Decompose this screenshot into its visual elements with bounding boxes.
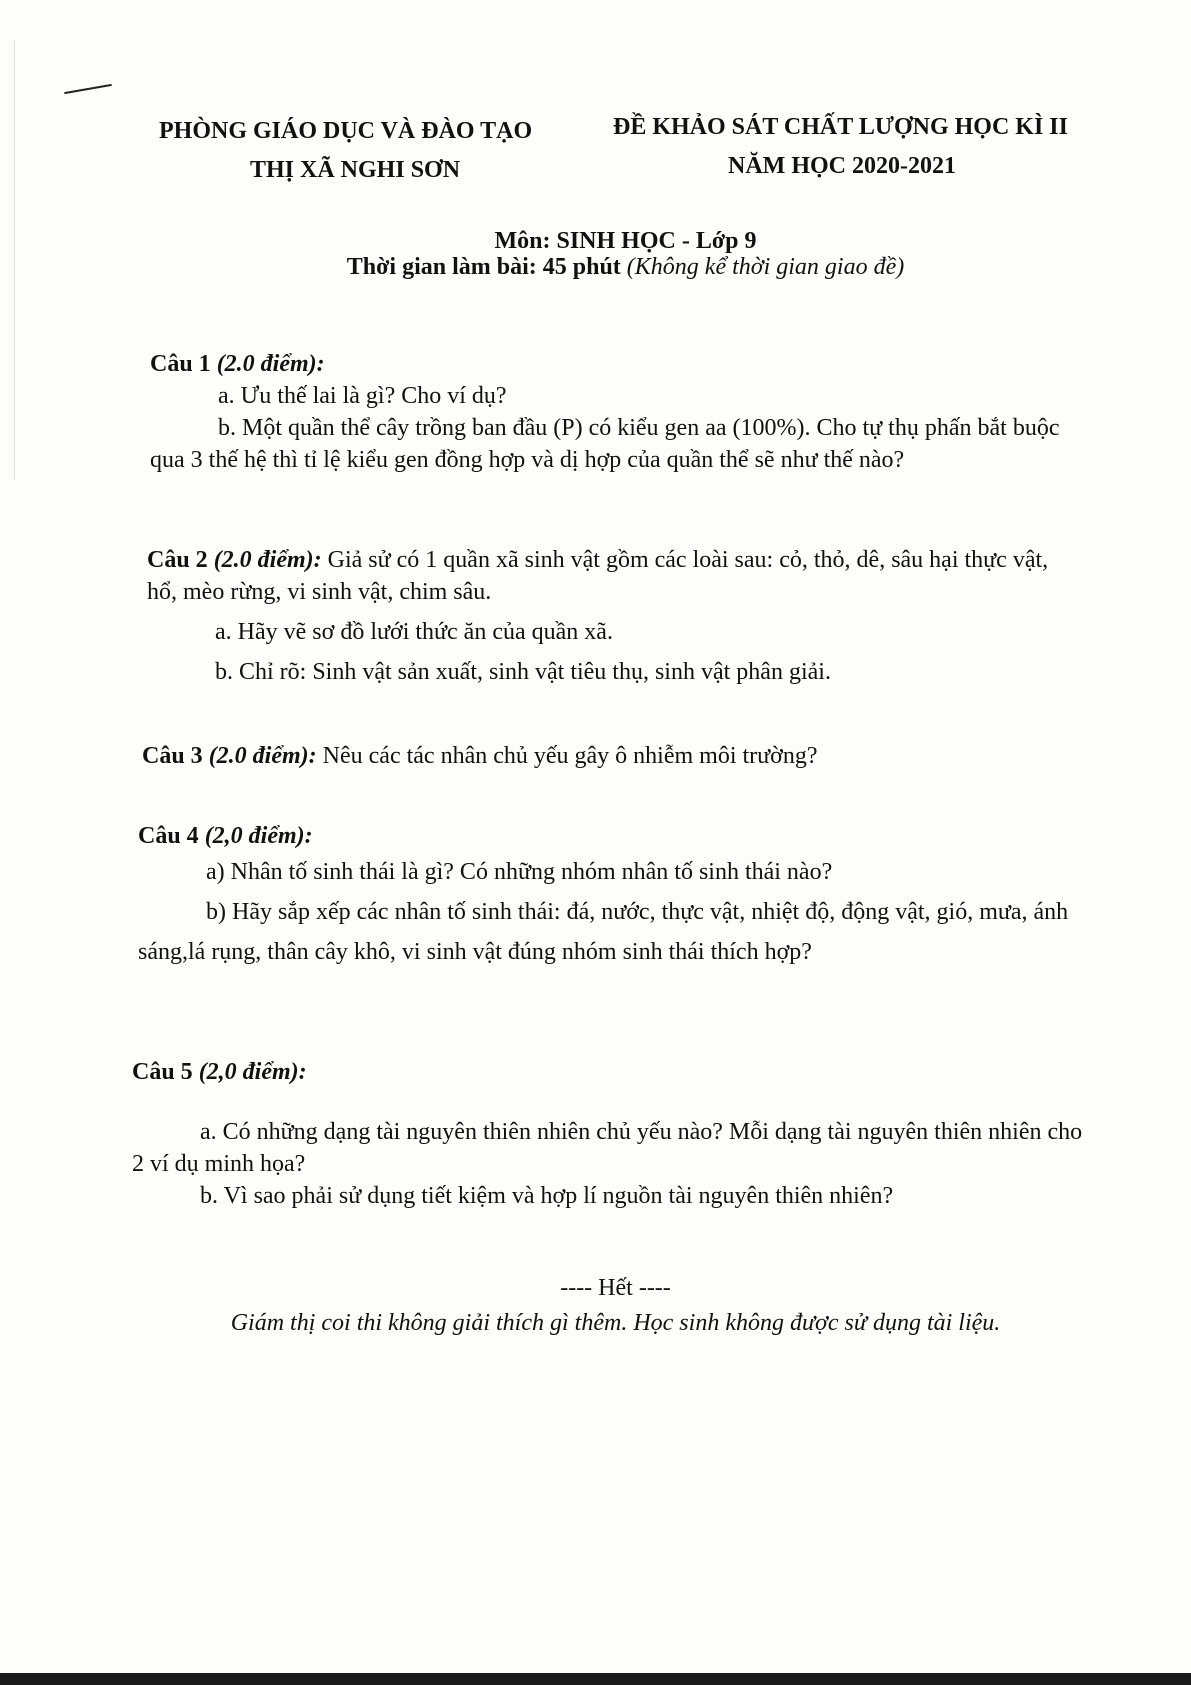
footer-note: Giám thị coi thi không giải thích gì thêm. Học sinh không được sử dụng tài liệu. <box>230 1310 1001 1336</box>
question-part: a. Ưu thế lai là gì? Cho ví dụ? <box>218 383 507 409</box>
subject-title: Môn: SINH HỌC - Lớp 9 <box>494 228 757 254</box>
question-points: (2,0 điểm): <box>198 1059 307 1085</box>
time-note: (Không kể thời gian giao đề) <box>626 254 905 280</box>
question-4 <box>138 820 1083 972</box>
question-points: (2,0 điểm): <box>204 823 313 849</box>
pen-mark <box>64 84 112 94</box>
question-label: Câu 4 <box>138 823 199 849</box>
question-label: Câu 3 <box>142 743 203 769</box>
bottom-border <box>0 1673 1191 1685</box>
org-line-1: PHÒNG GIÁO DỤC VÀ ĐÀO TẠO <box>159 118 533 144</box>
question-part: b. Một quần thể cây trồng ban đầu (P) có kiểu gen aa (100%). Cho tự thụ phấn bắt buộc qua 3 thế hệ thì tỉ lệ kiểu gen đồng hợp và dị hợp của quần thể sẽ như thế nào? <box>150 415 1060 473</box>
question-points: (2.0 điểm): <box>216 351 325 377</box>
question-part: b) Hãy sắp xếp các nhân tố sinh thái: đá, nước, thực vật, nhiệt độ, động vật, gió, mưa, ánh sáng,lá rụng, thân cây khô, vi sinh vật đúng nhóm sinh thái thích hợp? <box>138 899 1069 965</box>
question-part: a) Nhân tố sinh thái là gì? Có những nhóm nhân tố sinh thái nào? <box>206 859 833 885</box>
exam-title: ĐỀ KHẢO SÁT CHẤT LƯỢNG HỌC KÌ II <box>613 114 1068 140</box>
time-text: Thời gian làm bài: 45 phút <box>346 254 621 280</box>
question-part: b. Vì sao phải sử dụng tiết kiệm và hợp lí nguồn tài nguyên thiên nhiên? <box>200 1183 894 1209</box>
school-year: NĂM HỌC 2020-2021 <box>728 153 956 179</box>
question-part: b. Chỉ rõ: Sinh vật sản xuất, sinh vật tiêu thụ, sinh vật phân giải. <box>215 659 831 685</box>
question-label: Câu 5 <box>132 1059 193 1085</box>
question-intro: Nêu các tác nhân chủ yếu gây ô nhiễm môi trường? <box>322 743 818 769</box>
question-points: (2.0 điểm): <box>208 743 317 769</box>
question-3 <box>142 740 1072 772</box>
question-points: (2.0 điểm): <box>213 547 322 573</box>
time-limit <box>30 254 1191 281</box>
question-part: a. Hãy vẽ sơ đồ lưới thức ăn của quần xã. <box>215 619 613 645</box>
org-line-2: THỊ XÃ NGHI SƠN <box>250 157 461 183</box>
end-mark: ---- Hết ---- <box>560 1275 671 1301</box>
question-label: Câu 2 <box>147 547 208 573</box>
question-intro: Giả sử có 1 quần xã sinh vật gồm các loài sau: cỏ, thỏ, dê, sâu hại thực vật, hổ, mèo rừng, vi sinh vật, chim sâu. <box>147 547 1049 605</box>
question-label: Câu 1 <box>150 351 211 377</box>
question-5 <box>132 1056 1092 1212</box>
question-part: a. Có những dạng tài nguyên thiên nhiên chủ yếu nào? Mỗi dạng tài nguyên thiên nhiên cho 2 ví dụ minh họa? <box>132 1119 1083 1177</box>
page-edge-strip <box>0 40 15 480</box>
question-2 <box>147 544 1077 688</box>
question-1 <box>150 348 1080 476</box>
